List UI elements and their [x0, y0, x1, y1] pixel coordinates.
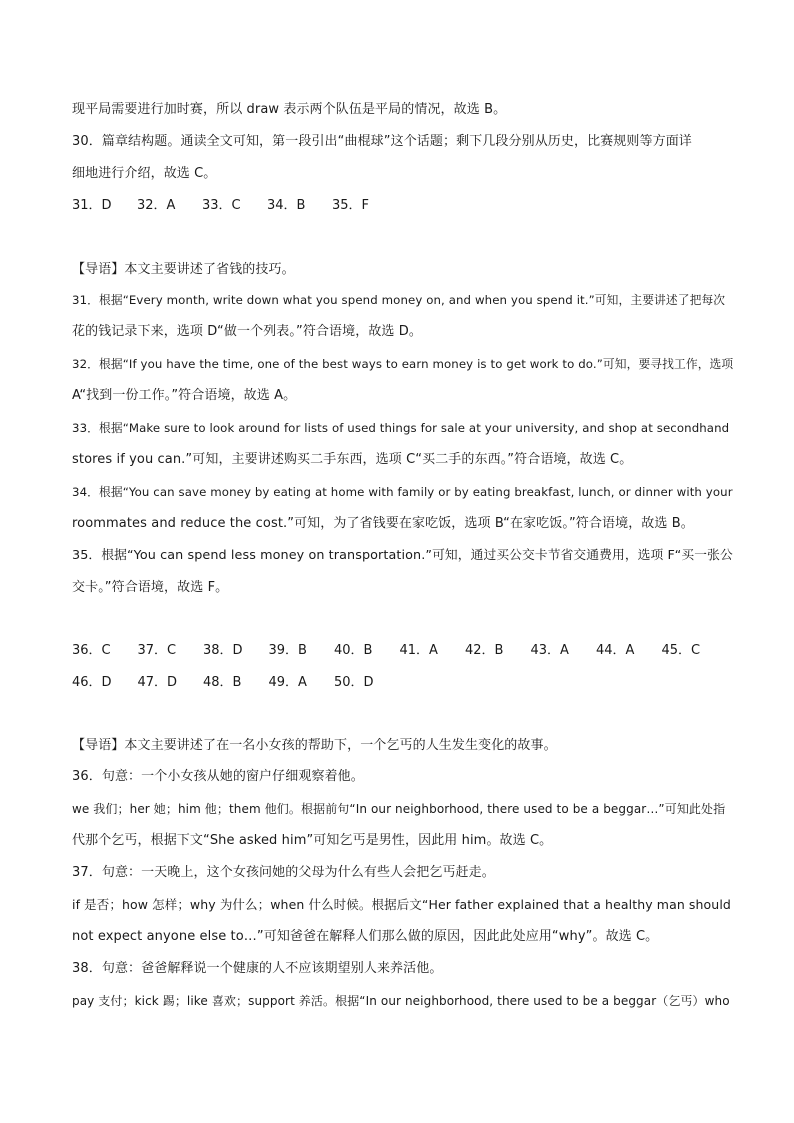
answer-row-31-35: [72, 196, 397, 216]
answer-item: 32．A: [137, 198, 176, 213]
answer-row-36-45: [72, 641, 727, 661]
answer-item: 48．B: [203, 675, 242, 690]
answer-item: 33．C: [202, 198, 241, 213]
text-line: 31．根据“Every month, write down what you spend money on, and when you spend it.”可知，主要讲述了把每次: [72, 293, 726, 307]
answer-item: 35．F: [332, 198, 370, 213]
text-line: 36．句意：一个小女孩从她的窗户仔细观察着他。: [72, 769, 364, 784]
answer-item: 41．A: [399, 643, 438, 658]
text-line: 花的钱记录下来，选项 D“做一个列表。”符合语境，故选 D。: [72, 324, 422, 339]
answer-item: 46．D: [72, 675, 112, 690]
answer-item: 49．A: [268, 675, 307, 690]
text-line: 37．句意：一天晚上，这个女孩问她的父母为什么有些人会把乞丐赶走。: [72, 865, 495, 880]
answer-item: 44．A: [596, 643, 635, 658]
text-line: 34．根据“You can save money by eating at home with family or by eating breakfast, lunch, or dinner with your: [72, 485, 733, 499]
answer-item: 43．A: [530, 643, 569, 658]
answer-item: 37．C: [137, 643, 177, 658]
text-line: not expect anyone else to…”可知爸爸在解释人们那么做的原因，因此此处应用“why”。故选 C。: [72, 929, 659, 944]
section-intro: 【导语】本文主要讲述了省钱的技巧。: [72, 262, 295, 277]
answer-item: 31．D: [72, 198, 112, 213]
text-line: 代那个乞丐，根据下文“She asked him”可知乞丐是男性，因此用 him。故选 C。: [72, 833, 553, 848]
answer-item: 36．C: [72, 643, 111, 658]
text-line: A“找到一份工作。”符合语境，故选 A。: [72, 388, 297, 403]
text-line: 32．根据“If you have the time, one of the best ways to earn money is to get work to do.”可知，要寻找工作，选项: [72, 357, 734, 371]
text-line: 33．根据“Make sure to look around for lists of used things for sale at your university, and shop at secondhand: [72, 421, 730, 435]
text-line: pay 支付；kick 踢；like 喜欢；support 养活。根据“In our neighborhood, there used to be a beggar（乞丐）who: [72, 994, 730, 1008]
text-line: 35．根据“You can spend less money on transportation.”可知，通过买公交卡节省交通费用，选项 F“买一张公: [72, 548, 733, 563]
answer-item: 34．B: [267, 198, 306, 213]
text-line: 30．篇章结构题。通读全文可知，第一段引出“曲棍球”这个话题；剩下几段分别从历史，比赛规则等方面详: [72, 134, 692, 149]
text-line: we 我们；her 她；him 他；them 他们。根据前句“In our neighborhood, there used to be a beggar…”可知此处指: [72, 802, 726, 816]
text-line: 交卡。”符合语境，故选 F。: [72, 580, 229, 595]
answer-item: 40．B: [334, 643, 373, 658]
answer-row-46-50: [72, 673, 400, 693]
answer-item: 42．B: [465, 643, 504, 658]
text-line: 现平局需要进行加时赛，所以 draw 表示两个队伍是平局的情况，故选 B。: [72, 102, 507, 117]
text-line: 细地进行介绍，故选 C。: [72, 166, 217, 181]
text-line: if 是否；how 怎样；why 为什么；when 什么时候。根据后文“Her father explained that a healthy man should: [72, 897, 731, 912]
answer-item: 45．C: [661, 643, 701, 658]
text-line: 38．句意：爸爸解释说一个健康的人不应该期望别人来养活他。: [72, 961, 443, 976]
answer-item: 38．D: [203, 643, 243, 658]
answer-item: 39．B: [268, 643, 307, 658]
text-line: stores if you can.”可知，主要讲述购买二手东西，选项 C“买二手的东西。”符合语境，故选 C。: [72, 452, 633, 467]
section-intro: 【导语】本文主要讲述了在一名小女孩的帮助下，一个乞丐的人生发生变化的故事。: [72, 738, 557, 753]
text-line: roommates and reduce the cost.”可知，为了省钱要在家吃饭，选项 B“在家吃饭。”符合语境，故选 B。: [72, 516, 694, 531]
answer-item: 47．D: [137, 675, 178, 690]
answer-item: 50．D: [334, 675, 374, 690]
